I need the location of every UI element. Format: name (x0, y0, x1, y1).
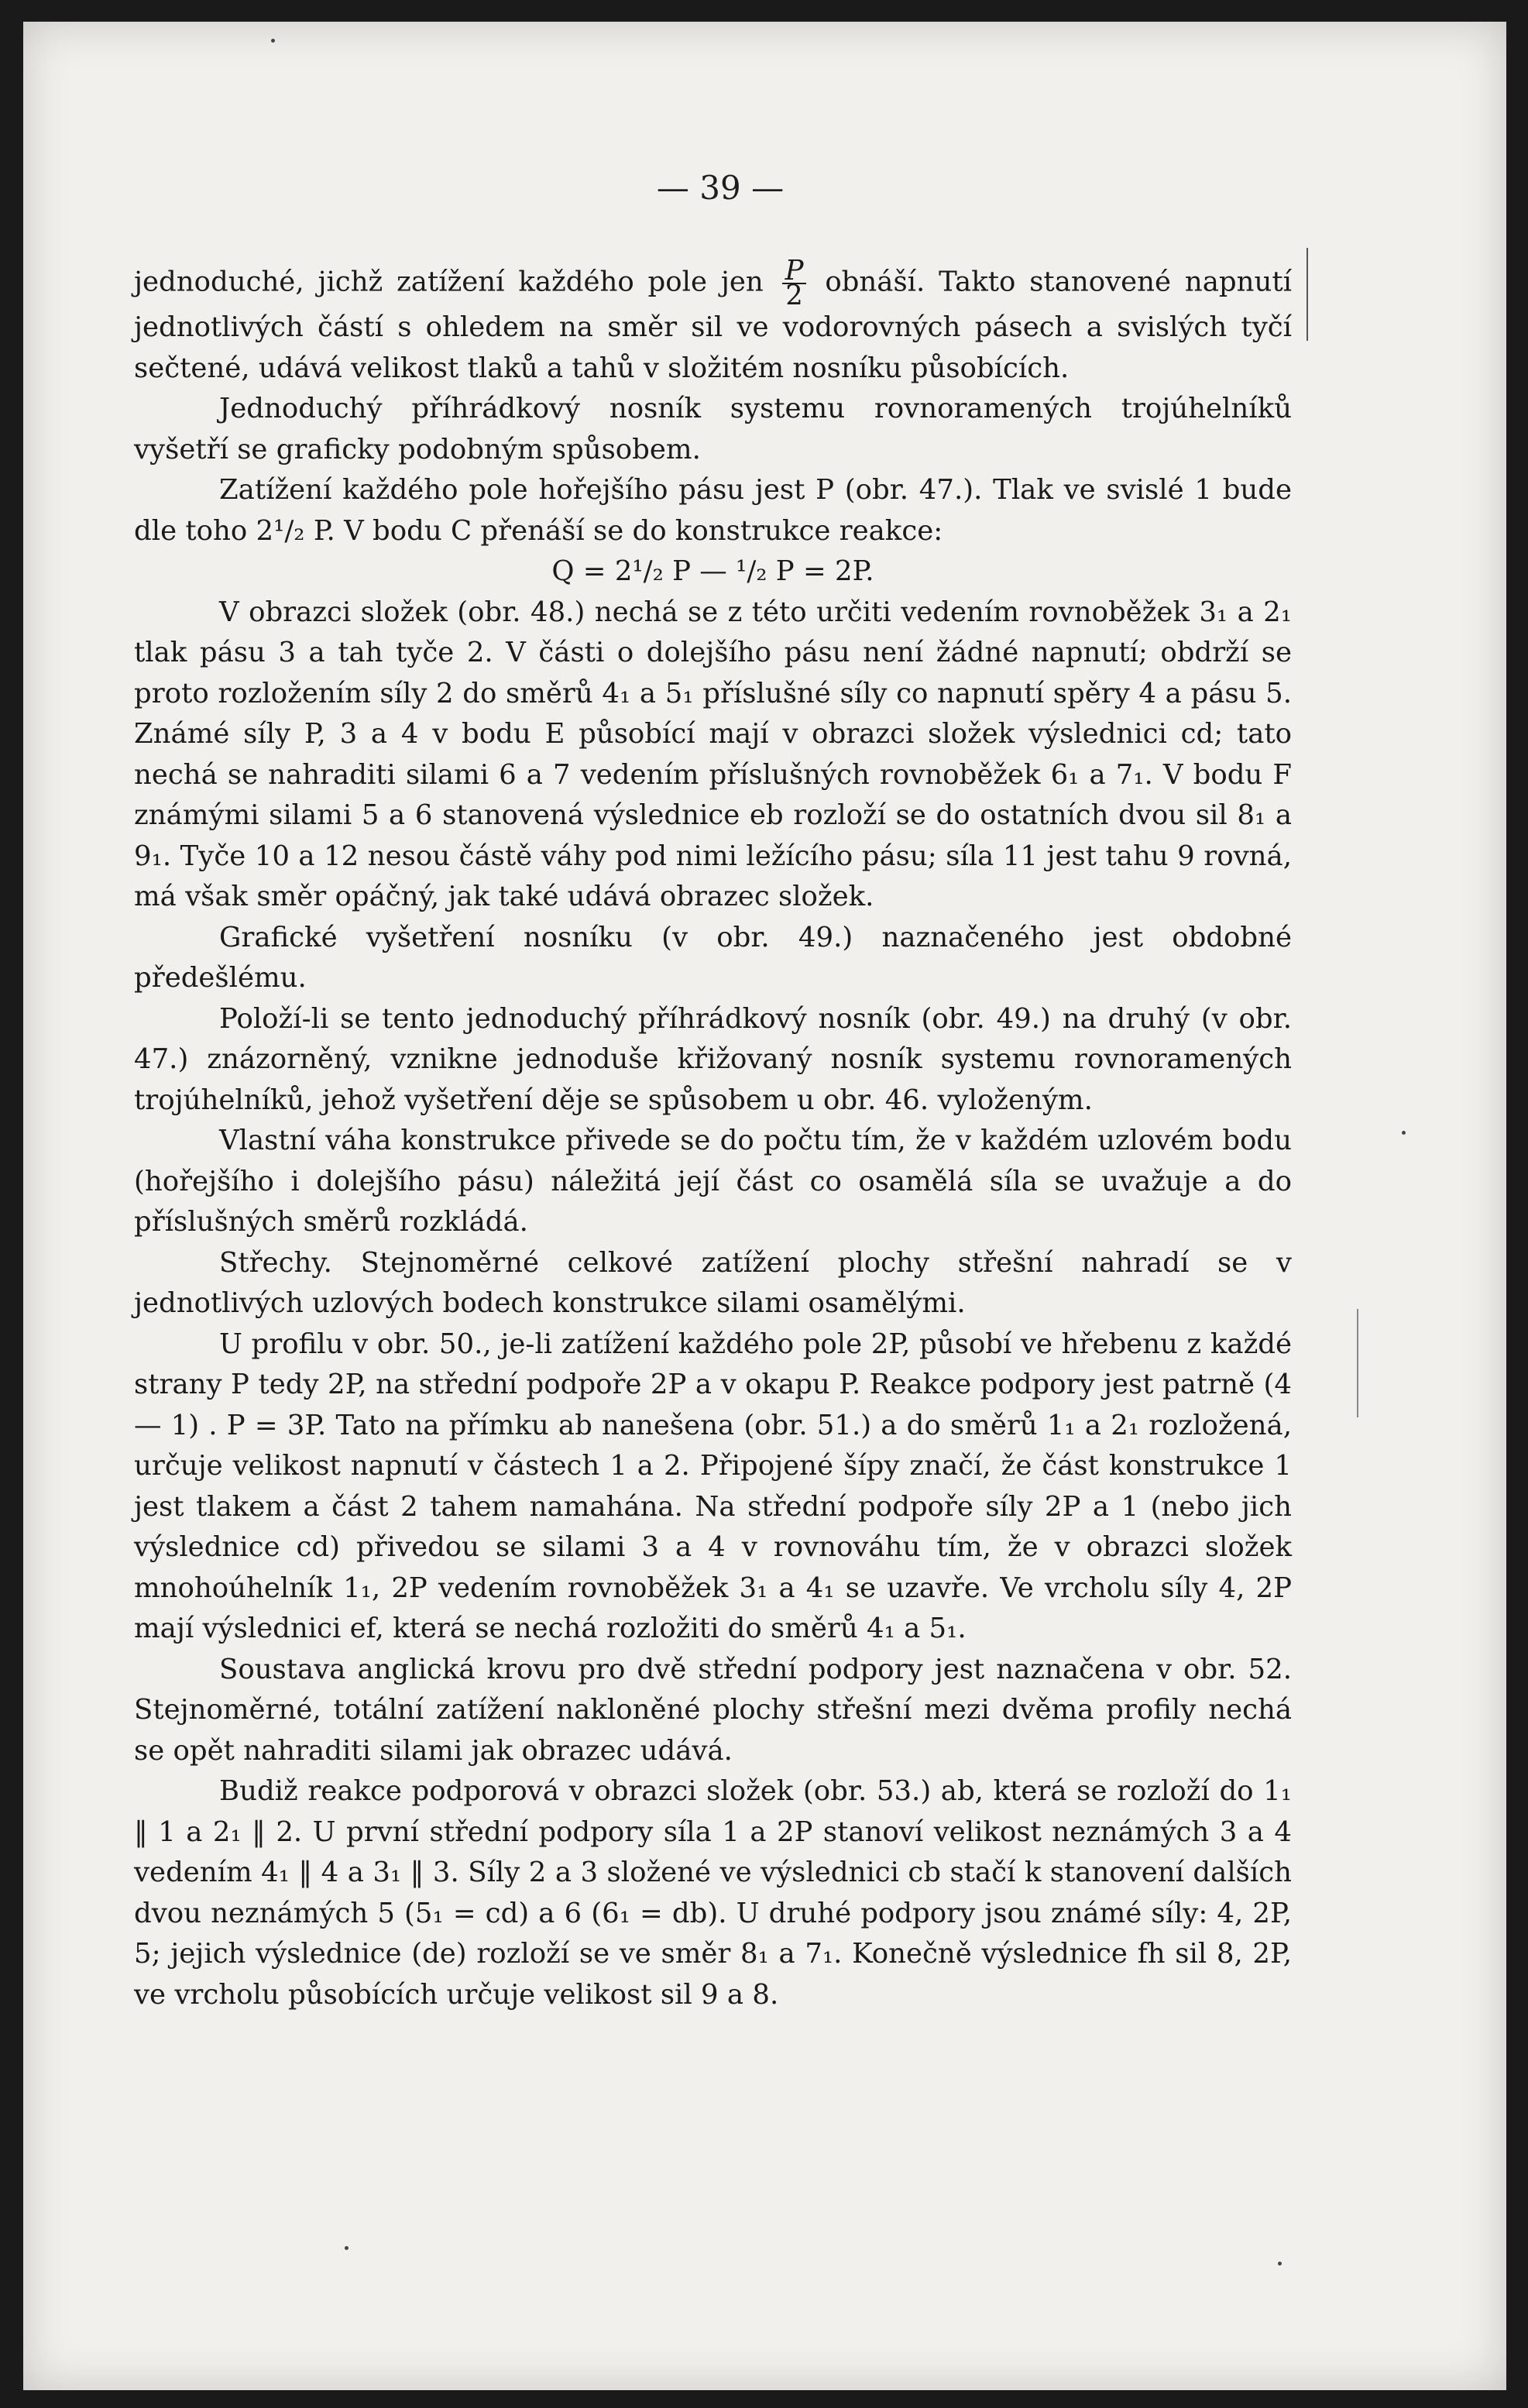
paragraph-strechy: Střechy. Stejnoměrné celkové zatížení plochy střešní nahradí se v jednotlivých uzlových bodech konstrukce silami osamělými. (134, 1246, 1292, 1319)
speck (1402, 1131, 1406, 1135)
equation: Q = 2¹/₂ P — ¹/₂ P = 2P. (551, 555, 874, 587)
speck (345, 2246, 349, 2250)
paragraph: Budiž reakce podporová v obrazci složek (obr. 53.) ab, která se rozloží do 1₁ ‖ 1 a 2₁ ‖ 2. U první střední podpory síla 1 a 2P stanoví velikost neznámých 3 a 4 vedením 4₁ ‖ 4 a 3₁ ‖ 3. Síly 2 a 3 složené ve výslednici cb stačí k stanovení dalších dvou neznámých 5 (5₁ = cd) a 6 (6₁ = db). U druhé podpory jsou známé síly: 4, 2P, 5; jejich výslednice (de) rozloží se ve směr 8₁ a 7₁. Konečně výslednice fh sil 8, 2P, ve vrcholu působících určuje velikost sil 9 a 8. (134, 1775, 1292, 2011)
paragraph: Jednoduchý příhrádkový nosník systemu rovnoramených trojúhelníků vyšetří se graficky podobným spůsobem. (134, 393, 1292, 465)
speck (271, 39, 275, 43)
fraction-p-over-2 (782, 255, 807, 311)
page-number: — 39 — (656, 169, 785, 207)
paragraph-soustava-anglicka: Soustava anglická krovu pro dvě střední podpory jest naznačena v obr. 52. Stejnoměrné, totální zatížení nakloněné plochy střešní mezi dvěma profily nechá se opět nahraditi silami jak obrazec udává. (134, 1653, 1292, 1767)
fraction-denominator: 2 (785, 280, 803, 311)
margin-rule-bottom (1357, 1309, 1358, 1417)
text-segment: jednoduché, jichž zatížení každého pole jen (134, 266, 764, 298)
paragraph: U profilu v obr. 50., je-li zatížení každého pole 2P, působí ve hřebenu z každé strany P tedy 2P, na střední podpoře 2P a v okapu P. Reakce podpory jest patrně (4 — 1) . P = 3P. Tato na přímku ab nanešena (obr. 51.) a do směrů 1₁ a 2₁ rozložená, určuje velikost napnutí v částech 1 a 2. Připojené šípy značí, že část konstrukce 1 jest tlakem a část 2 tahem namahána. Na střední podpoře síly 2P a 1 (nebo jich výslednice cd) přivedou se silami 3 a 4 v rovnováhu tím, že v obrazci složek mnohoúhelník 1₁, 2P vedením rovnoběžek 3₁ a 4₁ se uzavře. Ve vrcholu síly 4, 2P mají výslednici ef, která se nechá rozložiti do směrů 4₁ a 5₁. (134, 1328, 1292, 1644)
paragraph: Položí-li se tento jednoduchý příhrádkový nosník (obr. 49.) na druhý (v obr. 47.) znázorněný, vznikne jednoduše křižovaný nosník systemu rovnoramených trojúhelníků, jehož vyšetření děje se spůsobem u obr. 46. vyloženým. (134, 1002, 1292, 1116)
paragraph: V obrazci složek (obr. 48.) nechá se z této určiti vedením rovnoběžek 3₁ a 2₁ tlak pásu 3 a tah tyče 2. V části o dolejšího pásu není žádné napnutí; obdrží se proto rozložením síly 2 do směrů 4₁ a 5₁ příslušné síly co napnutí spěry 4 a pásu 5. Známé síly P, 3 a 4 v bodu E působící mají v obrazci složek výslednici cd; tato nechá se nahraditi silami 6 a 7 vedením příslušných rovnoběžek 6₁ a 7₁. V bodu F známými silami 5 a 6 stanovená výslednice eb rozloží se do ostatních dvou sil 8₁ a 9₁. Tyče 10 a 12 nesou částě váhy pod nimi ležícího pásu; síla 11 jest tahu 9 rovná, má však směr opáčný, jak také udává obrazec složek. (134, 596, 1292, 912)
speck (1278, 2262, 1282, 2265)
page-body (134, 255, 1292, 2015)
fraction-numerator: P (782, 259, 807, 284)
text-segment: obnáší. Takto stanovené napnutí jednotlivých částí s ohledem na směr sil ve vodorovných pásech a svislých tyčí sečtené, udává velikost tlaků a tahů v složitém nosníku působících. (134, 266, 1292, 384)
paragraph: Vlastní váha konstrukce přivede se do počtu tím, že v každém uzlovém bodu (hořejšího i dolejšího pásu) náležitá její část co osamělá síla se uvažuje a do příslušných směrů rozkládá. (134, 1125, 1292, 1238)
paragraph: Zatížení každého pole hořejšího pásu jest P (obr. 47.). Tlak ve svislé 1 bude dle toho 2¹/₂ P. V bodu C přenáší se do konstrukce reakce: (134, 474, 1292, 547)
paragraph: Grafické vyšetření nosníku (v obr. 49.) naznačeného jest obdobné předešlému. (134, 921, 1292, 994)
margin-rule-top (1307, 248, 1308, 341)
paragraph-continuation (134, 255, 1292, 389)
